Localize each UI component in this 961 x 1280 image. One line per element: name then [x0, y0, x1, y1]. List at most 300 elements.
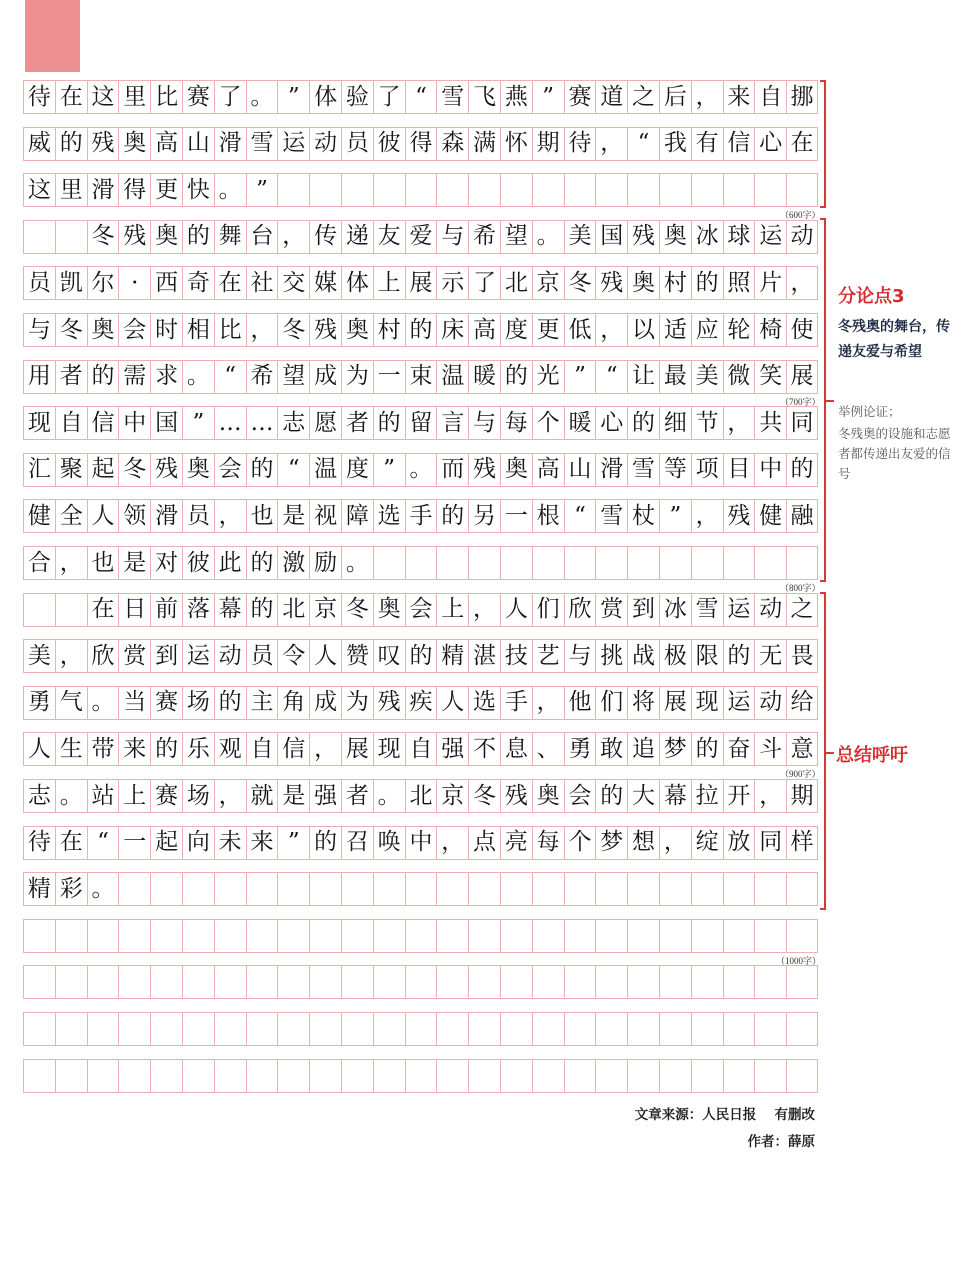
- grid-cell: [723, 1060, 755, 1092]
- grid-cell: ，: [595, 314, 627, 346]
- grid-cell: 高: [468, 314, 500, 346]
- grid-row: [23, 686, 818, 720]
- grid-row: [23, 453, 818, 487]
- grid-cell: [786, 920, 818, 952]
- grid-cell: [436, 873, 468, 905]
- grid-cell: [627, 174, 659, 206]
- grid-cell: 球: [723, 221, 755, 253]
- grid-cell: 彼: [373, 128, 405, 160]
- grid-cell: 者: [341, 407, 373, 439]
- grid-cell: 雪: [436, 81, 468, 113]
- grid-cell: 一: [500, 500, 532, 532]
- grid-cell: 适: [659, 314, 691, 346]
- grid-cell: ，: [277, 221, 309, 253]
- grid-cell: ，: [595, 128, 627, 160]
- grid-cell: 、: [532, 733, 564, 765]
- grid-cell: ，: [246, 314, 278, 346]
- grid-cell: ，: [309, 733, 341, 765]
- grid-cell: 的: [246, 594, 278, 626]
- grid-cell: 光: [532, 361, 564, 393]
- grid-cell: 温: [309, 454, 341, 486]
- grid-cell: 目: [723, 454, 755, 486]
- grid-cell: 飞: [468, 81, 500, 113]
- grid-cell: 将: [627, 687, 659, 719]
- grid-cell: 不: [468, 733, 500, 765]
- grid-cell: 里: [118, 81, 150, 113]
- grid-cell: 。: [182, 361, 214, 393]
- grid-cell: [500, 1013, 532, 1045]
- grid-cell: 舞: [214, 221, 246, 253]
- grid-cell: 冬: [55, 314, 87, 346]
- grid-cell: 与: [564, 640, 596, 672]
- grid-row: [23, 732, 818, 766]
- grid-cell: 动: [754, 594, 786, 626]
- grid-cell: 汇: [23, 454, 55, 486]
- grid-cell: 了: [373, 81, 405, 113]
- grid-cell: 梦: [595, 827, 627, 859]
- grid-cell: 快: [182, 174, 214, 206]
- grid-cell: 选: [468, 687, 500, 719]
- grid-cell: 挑: [595, 640, 627, 672]
- grid-cell: 会: [405, 594, 437, 626]
- grid-cell: 绽: [691, 827, 723, 859]
- grid-cell: 传: [309, 221, 341, 253]
- grid-cell: [150, 1013, 182, 1045]
- grid-cell: [659, 1013, 691, 1045]
- grid-cell: [277, 966, 309, 998]
- grid-cell: ”: [277, 81, 309, 113]
- grid-cell: 人: [500, 594, 532, 626]
- grid-cell: [405, 920, 437, 952]
- grid-cell: ，: [436, 827, 468, 859]
- grid-cell: [55, 1013, 87, 1045]
- grid-cell: [500, 873, 532, 905]
- grid-cell: 我: [659, 128, 691, 160]
- grid-cell: “: [87, 827, 119, 859]
- grid-cell: 赞: [341, 640, 373, 672]
- grid-cell: 片: [754, 267, 786, 299]
- grid-cell: [405, 1060, 437, 1092]
- grid-row: [23, 872, 818, 906]
- grid-cell: 道: [595, 81, 627, 113]
- grid-cell: [754, 1013, 786, 1045]
- grid-row: [23, 173, 818, 207]
- grid-cell: [627, 547, 659, 579]
- grid-cell: 的: [246, 547, 278, 579]
- grid-cell: 到: [150, 640, 182, 672]
- grid-cell: 高: [150, 128, 182, 160]
- grid-cell: 此: [214, 547, 246, 579]
- grid-cell: 美: [691, 361, 723, 393]
- grid-cell: [786, 873, 818, 905]
- grid-cell: 的: [723, 640, 755, 672]
- grid-cell: [500, 174, 532, 206]
- grid-cell: 召: [341, 827, 373, 859]
- grid-cell: 的: [691, 733, 723, 765]
- grid-cell: [373, 547, 405, 579]
- grid-cell: 彼: [182, 547, 214, 579]
- grid-cell: 幕: [659, 780, 691, 812]
- grid-cell: 令: [277, 640, 309, 672]
- grid-cell: 艺: [532, 640, 564, 672]
- grid-cell: 。: [87, 873, 119, 905]
- grid-cell: [277, 174, 309, 206]
- grid-cell: 运: [182, 640, 214, 672]
- grid-cell: 社: [246, 267, 278, 299]
- grid-cell: [341, 1060, 373, 1092]
- grid-cell: [23, 594, 55, 626]
- grid-cell: 他: [564, 687, 596, 719]
- grid-cell: 爱: [405, 221, 437, 253]
- grid-cell: [246, 873, 278, 905]
- grid-cell: [786, 966, 818, 998]
- grid-cell: 者: [341, 780, 373, 812]
- grid-cell: 激: [277, 547, 309, 579]
- grid-cell: 站: [87, 780, 119, 812]
- grid-cell: ，: [532, 687, 564, 719]
- grid-cell: [627, 1013, 659, 1045]
- grid-cell: 残: [468, 454, 500, 486]
- grid-cell: [627, 920, 659, 952]
- grid-cell: [754, 547, 786, 579]
- grid-cell: [595, 1060, 627, 1092]
- grid-row: [23, 406, 818, 440]
- grid-cell: [754, 966, 786, 998]
- grid-cell: 赏: [595, 594, 627, 626]
- grid-cell: 度: [341, 454, 373, 486]
- grid-cell: 中: [754, 454, 786, 486]
- grid-cell: 起: [87, 454, 119, 486]
- grid-cell: 希: [468, 221, 500, 253]
- grid-cell: [309, 873, 341, 905]
- grid-cell: 对: [150, 547, 182, 579]
- grid-cell: 之: [786, 594, 818, 626]
- grid-cell: [182, 966, 214, 998]
- grid-cell: ”: [373, 454, 405, 486]
- grid-cell: 运: [723, 687, 755, 719]
- word-count-label: （900字）: [780, 769, 821, 780]
- grid-cell: 。: [55, 780, 87, 812]
- grid-cell: 自: [405, 733, 437, 765]
- grid-cell: 美: [23, 640, 55, 672]
- grid-cell: …: [246, 407, 278, 439]
- grid-cell: [754, 174, 786, 206]
- grid-cell: [436, 547, 468, 579]
- grid-cell: 了: [468, 267, 500, 299]
- grid-cell: 滑: [150, 500, 182, 532]
- grid-cell: 彩: [55, 873, 87, 905]
- grid-cell: 是: [118, 547, 150, 579]
- grid-cell: 来: [246, 827, 278, 859]
- grid-cell: [277, 873, 309, 905]
- grid-cell: 信: [277, 733, 309, 765]
- grid-cell: 高: [532, 454, 564, 486]
- grid-cell: 之: [627, 81, 659, 113]
- grid-cell: 椅: [754, 314, 786, 346]
- grid-cell: ，: [786, 267, 818, 299]
- grid-cell: [754, 1060, 786, 1092]
- grid-cell: 暖: [564, 407, 596, 439]
- grid-row: [23, 360, 818, 394]
- grid-cell: [118, 1060, 150, 1092]
- grid-row: [23, 593, 818, 627]
- grid-cell: 上: [118, 780, 150, 812]
- grid-cell: 同: [786, 407, 818, 439]
- grid-cell: 期: [532, 128, 564, 160]
- grid-cell: [532, 1013, 564, 1045]
- grid-cell: 动: [309, 128, 341, 160]
- grid-cell: [659, 1060, 691, 1092]
- grid-cell: [786, 174, 818, 206]
- grid-cell: ，: [55, 640, 87, 672]
- grid-cell: 中: [405, 827, 437, 859]
- grid-cell: [23, 1013, 55, 1045]
- grid-cell: [23, 1060, 55, 1092]
- grid-cell: [691, 966, 723, 998]
- grid-cell: [723, 174, 755, 206]
- grid-cell: “: [405, 81, 437, 113]
- grid-cell: 意: [786, 733, 818, 765]
- grid-row: [23, 546, 818, 580]
- grid-cell: 气: [55, 687, 87, 719]
- grid-cell: [754, 920, 786, 952]
- grid-cell: 的: [246, 454, 278, 486]
- grid-cell: 志: [277, 407, 309, 439]
- grid-cell: 雪: [246, 128, 278, 160]
- grid-cell: 求: [150, 361, 182, 393]
- grid-cell: 点: [468, 827, 500, 859]
- grid-cell: [436, 1013, 468, 1045]
- grid-cell: 的: [436, 500, 468, 532]
- grid-cell: ”: [659, 500, 691, 532]
- grid-cell: [595, 920, 627, 952]
- grid-cell: 轮: [723, 314, 755, 346]
- grid-cell: 健: [23, 500, 55, 532]
- grid-cell: 的: [627, 407, 659, 439]
- grid-cell: [373, 873, 405, 905]
- grid-cell: 息: [500, 733, 532, 765]
- article-author: 作者：薛原: [747, 1134, 815, 1150]
- grid-cell: [691, 920, 723, 952]
- grid-cell: 员: [23, 267, 55, 299]
- grid-cell: ，: [55, 547, 87, 579]
- grid-cell: 挪: [786, 81, 818, 113]
- grid-cell: [341, 1013, 373, 1045]
- grid-cell: 的: [182, 221, 214, 253]
- grid-cell: 人: [436, 687, 468, 719]
- grid-cell: 生: [55, 733, 87, 765]
- grid-cell: [277, 1013, 309, 1045]
- grid-cell: 国: [150, 407, 182, 439]
- grid-cell: 上: [373, 267, 405, 299]
- grid-cell: 更: [150, 174, 182, 206]
- grid-cell: 而: [436, 454, 468, 486]
- grid-cell: 无: [754, 640, 786, 672]
- grid-cell: 全: [55, 500, 87, 532]
- grid-cell: [405, 1013, 437, 1045]
- bracket-tick-conclusion: [826, 752, 834, 754]
- grid-cell: 健: [754, 500, 786, 532]
- grid-cell: 杖: [627, 500, 659, 532]
- annotation-point-3-title: 分论点3: [838, 286, 905, 307]
- grid-cell: 一: [373, 361, 405, 393]
- grid-cell: 与: [468, 407, 500, 439]
- grid-cell: 欣: [564, 594, 596, 626]
- grid-cell: 雪: [595, 500, 627, 532]
- grid-cell: 京: [436, 780, 468, 812]
- grid-cell: 残: [500, 780, 532, 812]
- grid-cell: 。: [246, 81, 278, 113]
- grid-cell: [500, 920, 532, 952]
- grid-cell: [277, 920, 309, 952]
- grid-cell: [532, 966, 564, 998]
- grid-cell: 残: [595, 267, 627, 299]
- grid-cell: 战: [627, 640, 659, 672]
- grid-cell: 运: [277, 128, 309, 160]
- grid-cell: 个: [532, 407, 564, 439]
- grid-cell: 叹: [373, 640, 405, 672]
- grid-cell: “: [595, 361, 627, 393]
- grid-cell: 选: [373, 500, 405, 532]
- grid-cell: [723, 966, 755, 998]
- grid-cell: 。: [373, 780, 405, 812]
- grid-cell: [786, 1060, 818, 1092]
- grid-cell: 者: [55, 361, 87, 393]
- grid-cell: [723, 547, 755, 579]
- grid-cell: 的: [214, 687, 246, 719]
- grid-cell: 在: [55, 827, 87, 859]
- grid-cell: ，: [723, 407, 755, 439]
- grid-cell: 在: [87, 594, 119, 626]
- grid-cell: 上: [436, 594, 468, 626]
- grid-cell: 开: [723, 780, 755, 812]
- grid-cell: 暖: [468, 361, 500, 393]
- grid-cell: [341, 920, 373, 952]
- grid-cell: 也: [87, 547, 119, 579]
- grid-cell: 的: [55, 128, 87, 160]
- grid-cell: 们: [532, 594, 564, 626]
- grid-cell: [309, 1060, 341, 1092]
- grid-cell: 森: [436, 128, 468, 160]
- grid-cell: 敢: [595, 733, 627, 765]
- grid-cell: ，: [659, 827, 691, 859]
- grid-cell: 是: [277, 500, 309, 532]
- grid-cell: 现: [373, 733, 405, 765]
- grid-cell: 国: [595, 221, 627, 253]
- grid-cell: [595, 547, 627, 579]
- grid-cell: [754, 873, 786, 905]
- grid-row: [23, 266, 818, 300]
- grid-cell: [500, 547, 532, 579]
- grid-cell: 北: [500, 267, 532, 299]
- grid-cell: 起: [150, 827, 182, 859]
- grid-cell: 会: [564, 780, 596, 812]
- grid-cell: 的: [405, 640, 437, 672]
- grid-cell: 冬: [564, 267, 596, 299]
- grid-cell: 冬: [87, 221, 119, 253]
- grid-cell: 笑: [754, 361, 786, 393]
- grid-cell: [659, 174, 691, 206]
- grid-cell: ，: [691, 500, 723, 532]
- grid-cell: 来: [118, 733, 150, 765]
- grid-cell: [691, 1013, 723, 1045]
- grid-cell: 聚: [55, 454, 87, 486]
- grid-cell: [55, 966, 87, 998]
- grid-cell: 奥: [373, 594, 405, 626]
- grid-cell: [87, 1013, 119, 1045]
- grid-cell: 主: [246, 687, 278, 719]
- grid-cell: 残: [309, 314, 341, 346]
- grid-cell: 就: [246, 780, 278, 812]
- grid-cell: [341, 174, 373, 206]
- grid-cell: [436, 920, 468, 952]
- grid-cell: ”: [182, 407, 214, 439]
- grid-cell: [309, 920, 341, 952]
- annotation-point-3-subtitle: 冬残奥的舞台，传递友爱与希望: [838, 319, 950, 360]
- grid-cell: 的: [87, 361, 119, 393]
- grid-cell: 展: [786, 361, 818, 393]
- grid-cell: [405, 547, 437, 579]
- word-count-label: （800字）: [780, 583, 821, 593]
- grid-cell: 现: [23, 407, 55, 439]
- grid-cell: [468, 920, 500, 952]
- grid-cell: 低: [564, 314, 596, 346]
- grid-cell: [214, 966, 246, 998]
- grid-cell: “: [277, 454, 309, 486]
- grid-cell: 冰: [659, 594, 691, 626]
- grid-cell: 勇: [564, 733, 596, 765]
- grid-cell: 奥: [532, 780, 564, 812]
- grid-cell: 以: [627, 314, 659, 346]
- article-source: 文章来源：人民日报 有删改: [634, 1107, 815, 1123]
- grid-cell: [500, 966, 532, 998]
- grid-cell: [627, 873, 659, 905]
- grid-cell: 奥: [341, 314, 373, 346]
- grid-cell: ，: [214, 780, 246, 812]
- grid-cell: 追: [627, 733, 659, 765]
- grid-cell: 会: [118, 314, 150, 346]
- grid-cell: 信: [723, 128, 755, 160]
- grid-cell: 也: [246, 500, 278, 532]
- grid-cell: 畏: [786, 640, 818, 672]
- grid-cell: [87, 1060, 119, 1092]
- grid-cell: 言: [436, 407, 468, 439]
- grid-cell: [691, 1060, 723, 1092]
- grid-cell: 愿: [309, 407, 341, 439]
- grid-cell: 未: [214, 827, 246, 859]
- grid-cell: 相: [182, 314, 214, 346]
- grid-cell: 凯: [55, 267, 87, 299]
- grid-cell: [341, 873, 373, 905]
- grid-cell: 温: [436, 361, 468, 393]
- grid-row: [23, 313, 818, 347]
- grid-cell: 来: [723, 81, 755, 113]
- grid-cell: 残: [627, 221, 659, 253]
- grid-row: [23, 1012, 818, 1046]
- grid-cell: 床: [436, 314, 468, 346]
- grid-cell: [723, 1013, 755, 1045]
- grid-cell: 的: [309, 827, 341, 859]
- grid-cell: [150, 966, 182, 998]
- grid-cell: [532, 1060, 564, 1092]
- grid-cell: [532, 873, 564, 905]
- grid-cell: [23, 920, 55, 952]
- grid-cell: 项: [691, 454, 723, 486]
- grid-cell: 村: [659, 267, 691, 299]
- grid-cell: 残: [118, 221, 150, 253]
- grid-cell: [309, 966, 341, 998]
- grid-cell: [55, 1060, 87, 1092]
